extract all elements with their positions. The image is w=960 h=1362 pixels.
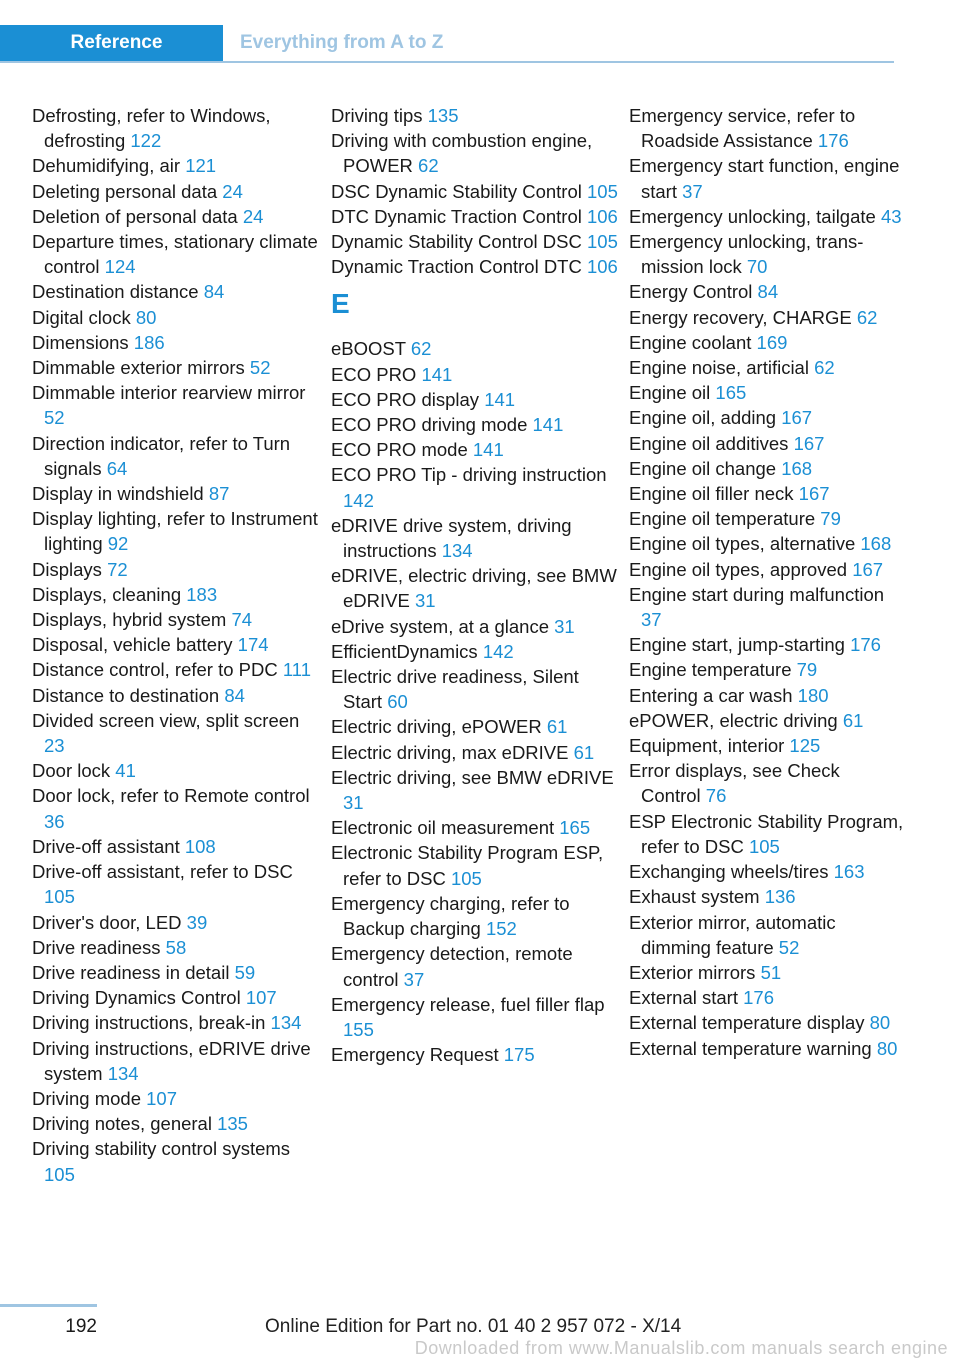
- section-letter-heading: E: [331, 288, 350, 320]
- index-entry: [629, 103, 904, 153]
- index-entry-term: Energy Control: [629, 281, 758, 303]
- index-entry: [629, 330, 904, 355]
- page-reference-link[interactable]: 61: [573, 741, 595, 763]
- index-entry-term: Deleting personal data: [32, 180, 223, 202]
- index-entry: [331, 412, 621, 437]
- index-entry: [629, 506, 904, 531]
- index-column-2: [331, 103, 621, 1067]
- index-entry-term: Display in windshield: [32, 483, 209, 505]
- page-reference-link[interactable]: 135: [427, 105, 459, 126]
- page-reference-link[interactable]: 165: [715, 382, 747, 404]
- index-entry: [331, 462, 621, 512]
- page-reference-link[interactable]: 167: [798, 483, 830, 505]
- index-entry: [331, 103, 621, 128]
- page-reference-link[interactable]: 52: [778, 936, 800, 958]
- index-entry: [629, 481, 904, 506]
- index-column-1: [32, 103, 320, 1187]
- index-entry-term: Dimmable interior rearview mirror: [32, 382, 306, 404]
- page-reference-link[interactable]: 167: [781, 407, 813, 429]
- index-entry-term: Drive readiness: [32, 936, 166, 958]
- page-reference-link[interactable]: 79: [820, 508, 841, 530]
- page-reference-link[interactable]: 124: [104, 256, 136, 278]
- index-entry: [629, 859, 904, 884]
- page-reference-link[interactable]: 31: [414, 590, 436, 612]
- page-reference-link[interactable]: 135: [217, 1113, 248, 1135]
- index-entry-term: Engine temperature: [629, 659, 797, 681]
- index-entry-term: Digital clock: [32, 306, 136, 328]
- index-entry: [629, 279, 904, 304]
- page-reference-link[interactable]: 142: [482, 640, 514, 662]
- page-reference-link[interactable]: 176: [743, 987, 775, 1009]
- index-entry: [629, 557, 904, 582]
- index-entry-term: External temperature warning: [629, 1037, 877, 1059]
- index-entry-term: Display lighting, refer to Instrument lighting: [32, 508, 318, 555]
- index-entry-term: DTC Dynamic Traction Control: [331, 205, 587, 227]
- index-entry-term: Engine oil change: [629, 457, 782, 479]
- index-entry: [32, 657, 320, 682]
- index-entry-term: Dimensions: [32, 331, 134, 353]
- page-reference-link[interactable]: 80: [869, 1012, 891, 1034]
- index-entry: [32, 557, 320, 582]
- index-entry: [32, 1111, 320, 1136]
- index-entry-term: ECO PRO Tip - driving instruction: [331, 464, 607, 486]
- index-entry: [629, 380, 904, 405]
- index-entry: [629, 683, 904, 708]
- page-reference-link[interactable]: 62: [410, 338, 432, 360]
- index-entry-term: Energy recovery, CHARGE: [629, 306, 857, 328]
- index-entry: [32, 783, 320, 833]
- index-entry-term: Door lock: [32, 760, 116, 782]
- page-reference-link[interactable]: 134: [270, 1012, 302, 1034]
- index-entry: [331, 128, 621, 178]
- index-entry: [32, 179, 320, 204]
- index-entry-term: Dehumidifying, air: [32, 155, 186, 177]
- index-entry-term: Drive-off assistant: [32, 835, 185, 857]
- index-entry: [32, 582, 320, 607]
- index-entry-term: Driving mode: [32, 1087, 147, 1109]
- index-entry-term: Driving instructions, break-in: [32, 1012, 271, 1034]
- index-entry: [629, 708, 904, 733]
- page-reference-link[interactable]: 105: [44, 1163, 75, 1185]
- index-entry-term: Engine oil temperature: [629, 508, 821, 530]
- index-entry-term: Distance control, refer to PDC: [32, 659, 283, 681]
- index-entry-term: ECO PRO driving mode: [331, 414, 533, 436]
- page-reference-link[interactable]: 84: [203, 281, 225, 303]
- index-entry-term: Emergency release, fuel filler flap: [331, 993, 605, 1015]
- page-reference-link[interactable]: 39: [186, 911, 208, 933]
- page-reference-link[interactable]: 152: [485, 918, 517, 940]
- index-entry-term: Emergency start function, engine start: [629, 155, 900, 202]
- index-entry: [331, 563, 621, 613]
- page-reference-link[interactable]: 58: [165, 936, 187, 958]
- index-entry-term: Dynamic Traction Control DTC: [331, 256, 587, 278]
- index-entry: [331, 204, 621, 229]
- index-entry-term: Defrosting, refer to Windows, defrosting: [32, 105, 271, 152]
- page-reference-link[interactable]: 108: [184, 835, 216, 857]
- index-entry: [629, 355, 904, 380]
- page-reference-link[interactable]: 176: [817, 130, 849, 152]
- index-entry-term: Departure times, stationary climate control: [32, 231, 318, 278]
- page-reference-link[interactable]: 105: [44, 886, 75, 908]
- index-entry-term: Drive readiness in detail: [32, 961, 235, 983]
- index-entry: [32, 708, 320, 758]
- page-reference-link[interactable]: 52: [249, 357, 271, 379]
- page-reference-link[interactable]: 80: [135, 306, 157, 328]
- index-entry: [629, 960, 904, 985]
- index-entry-term: Driving Dynamics Control: [32, 987, 246, 1009]
- index-entry-term: ePOWER, electric driving: [629, 709, 843, 731]
- page-reference-link[interactable]: 155: [343, 1018, 374, 1040]
- index-entry: [629, 229, 904, 279]
- index-entry-term: Electric driving, see BMW eDRIVE: [331, 766, 614, 788]
- page-reference-link[interactable]: 183: [186, 583, 218, 605]
- index-entry-term: Driving notes, general: [32, 1113, 218, 1135]
- index-entry: [629, 153, 904, 203]
- index-entry: [32, 279, 320, 304]
- page-reference-link[interactable]: 31: [343, 792, 364, 814]
- index-entry-term: Engine oil: [629, 382, 716, 404]
- page-reference-link[interactable]: 107: [146, 1087, 178, 1109]
- page-reference-link[interactable]: 106: [586, 205, 618, 227]
- page-reference-link[interactable]: 142: [343, 489, 374, 511]
- page-reference-link[interactable]: 141: [484, 388, 516, 410]
- page-reference-link[interactable]: 70: [746, 256, 768, 278]
- index-entry: [629, 405, 904, 430]
- page-reference-link[interactable]: 163: [833, 861, 865, 883]
- index-entry-term: Emergency detection, remote control: [331, 943, 573, 990]
- index-entry: [32, 431, 320, 481]
- index-entry: [32, 960, 320, 985]
- index-entry-term: Driving instructions, eDRIVE drive system: [32, 1037, 311, 1084]
- watermark-text: Downloaded from www.Manualslib.com manuals search engine: [414, 1338, 948, 1358]
- index-entry: [331, 815, 621, 840]
- index-entry: [629, 758, 904, 808]
- index-entry-term: Engine oil additives: [629, 432, 794, 454]
- index-entry: [629, 456, 904, 481]
- page-reference-link[interactable]: 24: [222, 180, 243, 202]
- page-reference-link[interactable]: 62: [856, 306, 878, 328]
- index-entry: [629, 1010, 904, 1035]
- index-entry: [331, 229, 621, 254]
- page-reference-link[interactable]: 180: [797, 684, 829, 706]
- index-entry-term: Driving tips: [331, 105, 428, 126]
- index-entry-term: Displays, cleaning: [32, 583, 187, 605]
- index-entry-term: Dimmable exterior mirrors: [32, 357, 250, 379]
- index-entry: [32, 859, 320, 909]
- index-entry: [331, 614, 621, 639]
- index-entry: [331, 513, 621, 563]
- page-reference-link[interactable]: 41: [115, 760, 136, 782]
- index-entry-term: Electronic Stability Program ESP, refer to DSC: [331, 842, 604, 889]
- index-entry: [629, 305, 904, 330]
- page-reference-link[interactable]: 141: [421, 363, 453, 385]
- subsection-title[interactable]: Everything from A to Z: [240, 32, 444, 53]
- index-entry-term: External start: [629, 987, 744, 1009]
- index-entry: [32, 153, 320, 178]
- index-entry-term: Engine start during malfunction: [629, 583, 885, 605]
- index-entry-term: Driving stability control systems: [32, 1138, 291, 1160]
- index-entry: [32, 1036, 320, 1086]
- index-entry: [629, 632, 904, 657]
- index-entry: [32, 910, 320, 935]
- index-entry: [331, 765, 621, 815]
- index-entry-term: Exchanging wheels/tires: [629, 861, 834, 883]
- page-reference-link[interactable]: 168: [781, 457, 813, 479]
- page-reference-link[interactable]: 37: [403, 968, 425, 990]
- index-entry: [32, 683, 320, 708]
- page-reference-link[interactable]: 136: [764, 886, 796, 908]
- page-reference-link[interactable]: 141: [472, 439, 504, 461]
- index-entry-term: Entering a car wash: [629, 684, 798, 706]
- index-entry-term: Disposal, vehicle battery: [32, 634, 238, 656]
- index-entry-term: Engine oil types, alternative: [629, 533, 861, 555]
- index-entry-term: Emergency service, refer to Roadside Assistance: [629, 105, 856, 152]
- index-entry: [331, 840, 621, 890]
- index-entry: [32, 103, 320, 153]
- page-reference-link[interactable]: 31: [554, 615, 575, 637]
- index-entry: [32, 305, 320, 330]
- page-reference-link[interactable]: 122: [130, 130, 162, 152]
- page-reference-link[interactable]: 51: [760, 961, 782, 983]
- index-entry: [629, 910, 904, 960]
- index-entry-term: Distance to destination: [32, 684, 225, 706]
- index-entry-term: Drive-off assistant, refer to DSC: [32, 861, 293, 883]
- index-entry-term: Engine oil, adding: [629, 407, 782, 429]
- index-entry-term: Error displays, see Check Control: [629, 760, 840, 807]
- page-reference-link[interactable]: 80: [876, 1037, 898, 1059]
- page-reference-link[interactable]: 79: [796, 659, 818, 681]
- index-entry-term: eDRIVE, electric driving, see BMW eDRIVE: [331, 565, 617, 612]
- page-reference-link[interactable]: 24: [242, 205, 264, 227]
- index-entry-term: eDRIVE drive system, driving instructions: [331, 514, 572, 562]
- index-entry-term: Dynamic Stability Control DSC: [331, 231, 587, 253]
- page-header: [0, 25, 894, 63]
- page-reference-link[interactable]: 168: [860, 533, 892, 555]
- index-entry: [32, 380, 320, 430]
- page-reference-link[interactable]: 121: [185, 155, 217, 177]
- index-entry-term: Engine start, jump-starting: [629, 634, 851, 656]
- index-entry: [629, 733, 904, 758]
- index-entry-term: Electric driving, max eDRIVE: [331, 741, 574, 763]
- index-entry: [32, 607, 320, 632]
- index-entry: [331, 336, 621, 361]
- index-entry: [32, 1136, 320, 1186]
- index-entry: [32, 632, 320, 657]
- page-reference-link[interactable]: 167: [852, 558, 884, 580]
- page-reference-link[interactable]: 52: [44, 407, 65, 429]
- index-entry-term: Direction indicator, refer to Turn signals: [32, 432, 291, 479]
- page-reference-link[interactable]: 134: [107, 1062, 139, 1084]
- index-entry: [629, 531, 904, 556]
- index-entry: [331, 179, 621, 204]
- page-number-rule: [0, 1304, 97, 1307]
- index-entry: [629, 985, 904, 1010]
- page-reference-link[interactable]: 62: [814, 357, 835, 379]
- index-entry-term: Driving with combustion engine, POWER: [331, 130, 593, 177]
- index-entry: [32, 1086, 320, 1111]
- index-entry-term: Door lock, refer to Remote control: [32, 785, 310, 807]
- page-reference-link[interactable]: 111: [282, 659, 311, 681]
- index-entry-term: Exterior mirrors: [629, 961, 761, 983]
- index-entry-term: DSC Dynamic Stability Control: [331, 180, 587, 202]
- index-entry: [331, 387, 621, 412]
- page-reference-link[interactable]: 105: [587, 231, 618, 253]
- index-entry-term: Divided screen view, split screen: [32, 709, 300, 731]
- index-entry-term: Emergency Request: [331, 1044, 504, 1066]
- index-entry-term: Engine coolant: [629, 331, 757, 353]
- index-entry: [331, 664, 621, 714]
- index-entry: [629, 431, 904, 456]
- index-entry-term: Destination distance: [32, 281, 204, 303]
- index-entry: [629, 582, 904, 632]
- index-entry-term: Equipment, interior: [629, 735, 790, 757]
- index-entry: [32, 935, 320, 960]
- page-reference-link[interactable]: 175: [503, 1044, 535, 1066]
- index-entry: [32, 758, 320, 783]
- index-entry: [629, 204, 904, 229]
- index-entry: [331, 639, 621, 664]
- index-entry-term: ECO PRO mode: [331, 439, 473, 461]
- page-reference-link[interactable]: 60: [387, 691, 408, 713]
- index-entry-term: eBOOST: [331, 338, 411, 360]
- index-entry-term: Driver's door, LED: [32, 911, 187, 933]
- index-entry-term: Exhaust system: [629, 886, 765, 908]
- page-reference-link[interactable]: 87: [208, 483, 230, 505]
- page-reference-link[interactable]: 37: [682, 180, 703, 202]
- index-entry-term: EfficientDynamics: [331, 640, 483, 662]
- index-entry-term: Engine oil filler neck: [629, 483, 799, 505]
- index-entry: [32, 506, 320, 556]
- page-reference-link[interactable]: 167: [793, 432, 825, 454]
- index-entry: [331, 740, 621, 765]
- index-column-3: [629, 103, 904, 1061]
- index-entry-term: Electric drive readiness, Silent Start: [331, 666, 579, 713]
- index-entry: [32, 1010, 320, 1035]
- page-reference-link[interactable]: 43: [880, 205, 902, 227]
- index-entry-term: Displays: [32, 558, 108, 580]
- index-entry: [32, 229, 320, 279]
- index-entry: [331, 362, 621, 387]
- page-reference-link[interactable]: 134: [441, 540, 473, 562]
- index-entry-term: Electronic oil measurement: [331, 817, 560, 839]
- index-entry: [331, 254, 621, 279]
- index-entry-term: Emergency unlocking, transmission lock: [629, 231, 864, 278]
- page-reference-link[interactable]: 72: [107, 558, 128, 580]
- page-number: 192: [65, 1316, 97, 1337]
- index-entry-term: External temperature display: [629, 1012, 870, 1034]
- index-entry-term: Emergency charging, refer to Backup charging: [331, 892, 570, 940]
- index-entry: [331, 992, 621, 1042]
- page-reference-link[interactable]: 61: [842, 709, 864, 731]
- index-entry: [32, 355, 320, 380]
- index-entry-term: ECO PRO: [331, 363, 422, 385]
- page-reference-link[interactable]: 176: [850, 634, 881, 656]
- page-reference-link[interactable]: 106: [586, 256, 618, 278]
- index-entry-term: Deletion of personal data: [32, 205, 243, 227]
- index-entry: [32, 985, 320, 1010]
- page-reference-link[interactable]: 59: [234, 961, 256, 983]
- page-reference-link[interactable]: 61: [546, 716, 568, 738]
- page-reference-link[interactable]: 105: [450, 867, 482, 889]
- index-entry-term: ESP Electronic Stability Program, refer to DSC: [629, 810, 904, 857]
- index-entry-term: Electric driving, ePOWER: [331, 716, 547, 738]
- index-entry-term: ECO PRO display: [331, 388, 485, 410]
- page-reference-link[interactable]: 165: [559, 817, 591, 839]
- index-entry-term: Engine noise, artificial: [629, 357, 815, 379]
- index-entry: [629, 1036, 904, 1061]
- edition-note: Online Edition for Part no. 01 40 2 957 072 - X/14: [265, 1316, 682, 1337]
- index-entry-term: Engine oil types, approved: [629, 558, 853, 580]
- page-reference-link[interactable]: 84: [757, 281, 779, 303]
- section-tab[interactable]: Reference: [0, 25, 223, 61]
- index-entry-term: Displays, hybrid system: [32, 609, 232, 631]
- index-entry: [32, 204, 320, 229]
- index-entry: [629, 809, 904, 859]
- page-reference-link[interactable]: 92: [107, 533, 129, 555]
- page-reference-link[interactable]: 174: [237, 634, 269, 656]
- page-reference-link[interactable]: 76: [705, 785, 727, 807]
- page-reference-link[interactable]: 105: [587, 180, 618, 202]
- index-entry: [32, 481, 320, 506]
- page-reference-link[interactable]: 64: [106, 457, 128, 479]
- page-reference-link[interactable]: 107: [245, 987, 277, 1009]
- index-entry: [32, 330, 320, 355]
- page-reference-link[interactable]: 125: [789, 735, 821, 757]
- index-entry: [331, 941, 621, 991]
- page-reference-link[interactable]: 186: [133, 331, 165, 353]
- index-entry-term: Emergency unlocking, tailgate: [629, 205, 881, 227]
- page-reference-link[interactable]: 74: [231, 609, 253, 631]
- index-entry: [331, 891, 621, 941]
- page-reference-link[interactable]: 62: [418, 155, 439, 177]
- index-entry: [629, 884, 904, 909]
- index-entry: [331, 437, 621, 462]
- index-entry: [32, 834, 320, 859]
- page-reference-link[interactable]: 37: [641, 609, 662, 631]
- page-reference-link[interactable]: 169: [756, 331, 788, 353]
- index-entry: [629, 657, 904, 682]
- page-reference-link[interactable]: 141: [532, 414, 564, 436]
- page-reference-link[interactable]: 23: [44, 735, 65, 757]
- page-reference-link[interactable]: 84: [224, 684, 245, 706]
- index-entry-term: Exterior mirror, automatic dimming feature: [629, 911, 836, 958]
- index-entry: [331, 1042, 621, 1067]
- page-reference-link[interactable]: 36: [44, 810, 65, 832]
- index-entry: [331, 714, 621, 739]
- index-entry-term: eDrive system, at a glance: [331, 615, 555, 637]
- page-reference-link[interactable]: 105: [748, 835, 780, 857]
